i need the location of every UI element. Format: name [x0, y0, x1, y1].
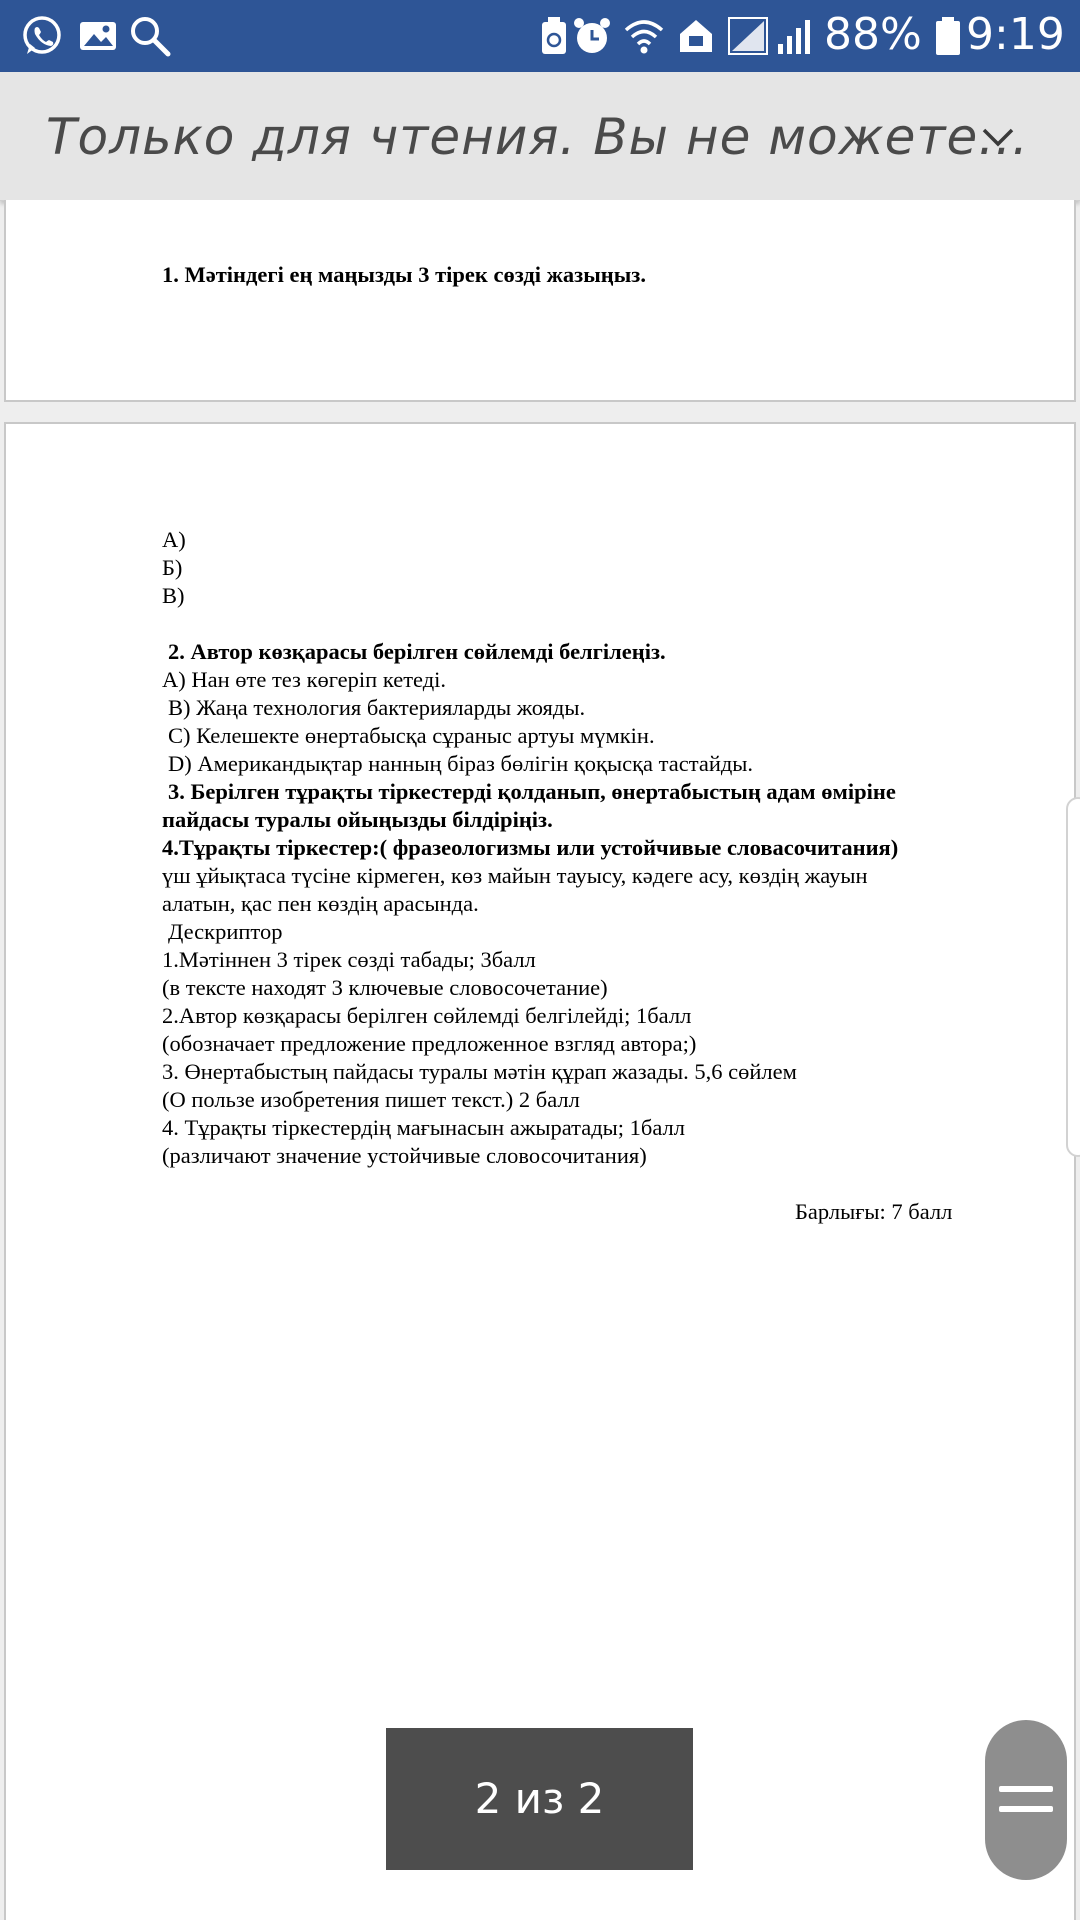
- status-bar: [0, 0, 1080, 72]
- grip-icon: [999, 1806, 1053, 1812]
- total-score: Барлығы: 7 балл: [795, 1199, 953, 1224]
- chevron-down-icon[interactable]: [978, 118, 1018, 158]
- descriptor-line: 1.Мәтіннен 3 тірек сөзді табады; 3балл: [162, 947, 536, 972]
- question-2: 2. Автор көзқарасы берілген сөйлемді белгілеңіз.: [168, 639, 666, 664]
- whatsapp-icon: [20, 14, 64, 58]
- descriptor-line: (обозначает предложение предложенное взгляд автора;): [162, 1031, 697, 1056]
- q2-option: А) Нан өте тез көгеріп кетеді.: [162, 667, 447, 692]
- answer-line: А): [162, 527, 186, 552]
- page-indicator-label: 2 из 2: [474, 1774, 605, 1823]
- signal-icon-1: [726, 14, 770, 58]
- descriptor-line: (в тексте находят 3 ключевые словосочетание): [162, 975, 608, 1000]
- scroll-edge-handle[interactable]: [1066, 797, 1080, 1157]
- gallery-icon: [76, 14, 120, 58]
- alarm-icon: [570, 14, 614, 58]
- answer-line: В): [162, 583, 185, 608]
- clock: 9:19: [966, 9, 1065, 60]
- descriptor-line: 4. Тұрақты тіркестердің мағынасын ажыратады; 1балл: [162, 1115, 686, 1140]
- signal-icon-2: [774, 14, 818, 58]
- document-page-1: [4, 200, 1076, 402]
- battery-icon: [926, 14, 970, 58]
- descriptor-line: (О пользе изобретения пишет текст.) 2 балл: [162, 1087, 580, 1112]
- document-page-2: [4, 422, 1076, 1920]
- answer-line: Б): [162, 555, 183, 580]
- wifi-icon: [622, 14, 666, 58]
- idioms-line: үш ұйықтаса түсіне кірмеген, көз майын тауысу, кәдеге асу, көздің жауын: [162, 863, 868, 888]
- descriptor-line: 2.Автор көзқарасы берілген сөйлемді белгілейді; 1балл: [162, 1003, 692, 1028]
- descriptor-line: (различают значение устойчивые словосочитания): [162, 1143, 647, 1168]
- battery-percent: 88%: [824, 9, 922, 60]
- q2-option: В) Жаңа технология бактерияларды жояды.: [168, 695, 586, 720]
- search-icon: [128, 14, 172, 58]
- q2-option: С) Келешекте өнертабысқа сұраныс артуы мүмкін.: [168, 723, 655, 748]
- nfc-icon: [674, 14, 718, 58]
- page-indicator: [386, 1728, 693, 1870]
- read-only-banner[interactable]: [0, 72, 1080, 201]
- descriptor-line: 3. Өнертабыстың пайдасы туралы мәтін құрап жазады. 5,6 сөйлем: [162, 1059, 797, 1084]
- question-3: 3. Берілген тұрақты тіркестерді қолданып, өнертабыстың адам өміріне: [168, 779, 896, 804]
- question-1: 1. Мәтіндегі ең маңызды 3 тірек сөзді жазыңыз.: [162, 262, 646, 287]
- descriptor-title: Дескриптор: [168, 919, 283, 944]
- fast-scroll-handle[interactable]: [985, 1720, 1067, 1880]
- q2-option: D) Американдықтар нанның біраз бөлігін қоқысқа тастайды.: [168, 751, 754, 776]
- question-3-cont: пайдасы туралы ойыңызды білдіріңіз.: [162, 807, 553, 832]
- idioms-line: алатын, қас пен көздің арасында.: [162, 891, 479, 916]
- grip-icon: [999, 1786, 1053, 1792]
- banner-text: Только для чтения. Вы не можете...: [46, 108, 1029, 166]
- question-4: 4.Тұрақты тіркестер:( фразеологизмы или устойчивые словасочитания): [162, 835, 899, 860]
